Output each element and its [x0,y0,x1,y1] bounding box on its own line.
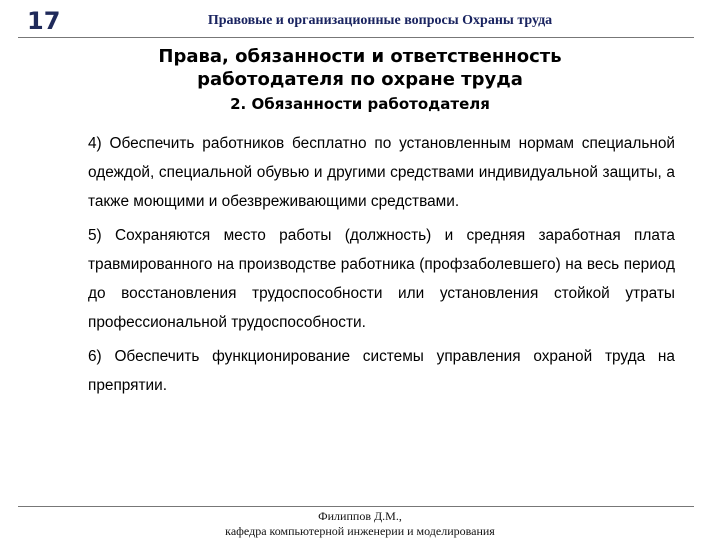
slide-heading [40,45,680,114]
header-divider [18,37,694,38]
footer-divider [18,506,694,507]
footer [0,509,720,538]
heading-subtitle: 2. Обязанности работодателя [230,95,490,113]
paragraph-item-4: 4) Обеспечить работников бесплатно по установленным нормам специальной одеждой, специальной обувью и другими средствами индивидуальной защиты, а также моющими и обезвреживающими средствами. [88,135,675,210]
heading-line-1: Права, обязанности и ответственность [158,46,562,67]
slide-number: 17 [27,7,61,35]
body-text [88,129,675,405]
header-title: Правовые и организационные вопросы Охраны труда [207,13,553,28]
footer-department: кафедра компьютерной инженерии и моделирования [225,523,495,538]
paragraph-item-5: 5) Сохраняются место работы (должность) и средняя заработная плата травмированного на производстве работника (профзаболевшего) на весь период до восстановления трудоспособности или установления стойкой утраты профессиональной трудоспособности. [88,227,675,331]
footer-author: Филиппов Д.М., [318,509,402,523]
heading-line-2: работодателя по охране труда [197,69,523,90]
paragraph-item-6: 6) Обеспечить функционирование системы управления охраной труда на препрятии. [88,348,675,394]
